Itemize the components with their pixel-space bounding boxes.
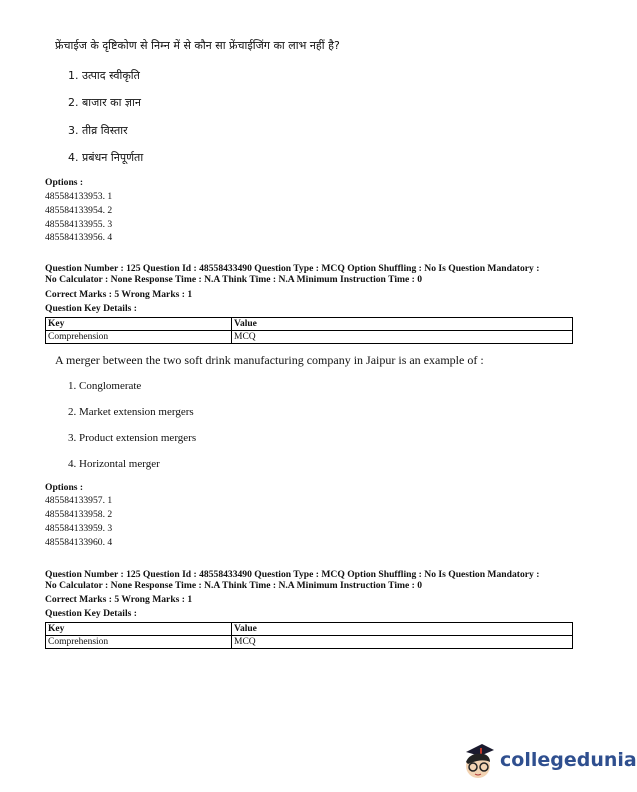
option: 1. Conglomerate bbox=[68, 380, 142, 392]
question-text: A merger between the two soft drink manufacturing company in Jaipur is an example of : bbox=[55, 353, 484, 367]
header-value: Value bbox=[232, 623, 573, 636]
header-value: Value bbox=[232, 318, 573, 331]
option-id: 485584133955. 3 bbox=[45, 219, 113, 230]
option: 2. बाजार का ज्ञान bbox=[68, 96, 141, 109]
question-meta-line1: Question Number : 125 Question Id : 48558433490 Question Type : MCQ Option Shuffling : No Is Question Mandatory : bbox=[45, 569, 540, 580]
option-id: 485584133958. 2 bbox=[45, 509, 113, 520]
header-key: Key bbox=[46, 318, 232, 331]
cell-key: Comprehension bbox=[46, 331, 232, 344]
cell-key: Comprehension bbox=[46, 636, 232, 649]
key-details-label: Question Key Details : bbox=[45, 608, 137, 619]
logo-text: collegedunia bbox=[500, 749, 637, 771]
option-id: 485584133956. 4 bbox=[45, 232, 113, 243]
option: 3. तीव्र विस्तार bbox=[68, 124, 128, 137]
option: 4. Horizontal merger bbox=[68, 458, 160, 470]
cell-value: MCQ bbox=[232, 636, 573, 649]
mascot-icon bbox=[462, 740, 496, 780]
key-details-table bbox=[45, 622, 573, 649]
header-key: Key bbox=[46, 623, 232, 636]
key-details-table bbox=[45, 317, 573, 344]
marks: Correct Marks : 5 Wrong Marks : 1 bbox=[45, 594, 193, 605]
option: 2. Market extension mergers bbox=[68, 406, 194, 418]
key-details-label: Question Key Details : bbox=[45, 303, 137, 314]
option: 1. उत्पाद स्वीकृति bbox=[68, 69, 140, 82]
question-meta-line2: No Calculator : None Response Time : N.A Think Time : N.A Minimum Instruction Time : 0 bbox=[45, 580, 423, 591]
marks: Correct Marks : 5 Wrong Marks : 1 bbox=[45, 289, 193, 300]
question-meta-line1: Question Number : 125 Question Id : 48558433490 Question Type : MCQ Option Shuffling : No Is Question Mandatory : bbox=[45, 263, 540, 274]
options-label: Options : bbox=[45, 482, 84, 493]
options-label: Options : bbox=[45, 177, 84, 188]
collegedunia-logo bbox=[462, 740, 637, 780]
option-id: 485584133957. 1 bbox=[45, 495, 113, 506]
cell-value: MCQ bbox=[232, 331, 573, 344]
option-id: 485584133959. 3 bbox=[45, 523, 113, 534]
option-id: 485584133954. 2 bbox=[45, 205, 113, 216]
option-id: 485584133960. 4 bbox=[45, 537, 113, 548]
option: 4. प्रबंधन निपूर्णता bbox=[68, 151, 144, 164]
option-id: 485584133953. 1 bbox=[45, 191, 113, 202]
option: 3. Product extension mergers bbox=[68, 432, 197, 444]
question-meta-line2: No Calculator : None Response Time : N.A Think Time : N.A Minimum Instruction Time : 0 bbox=[45, 274, 423, 285]
question-text: फ्रेंचाईज के दृष्टिकोण से निम्न में से कौन सा फ्रेंचाईजिंग का लाभ नहीं है? bbox=[55, 39, 340, 52]
